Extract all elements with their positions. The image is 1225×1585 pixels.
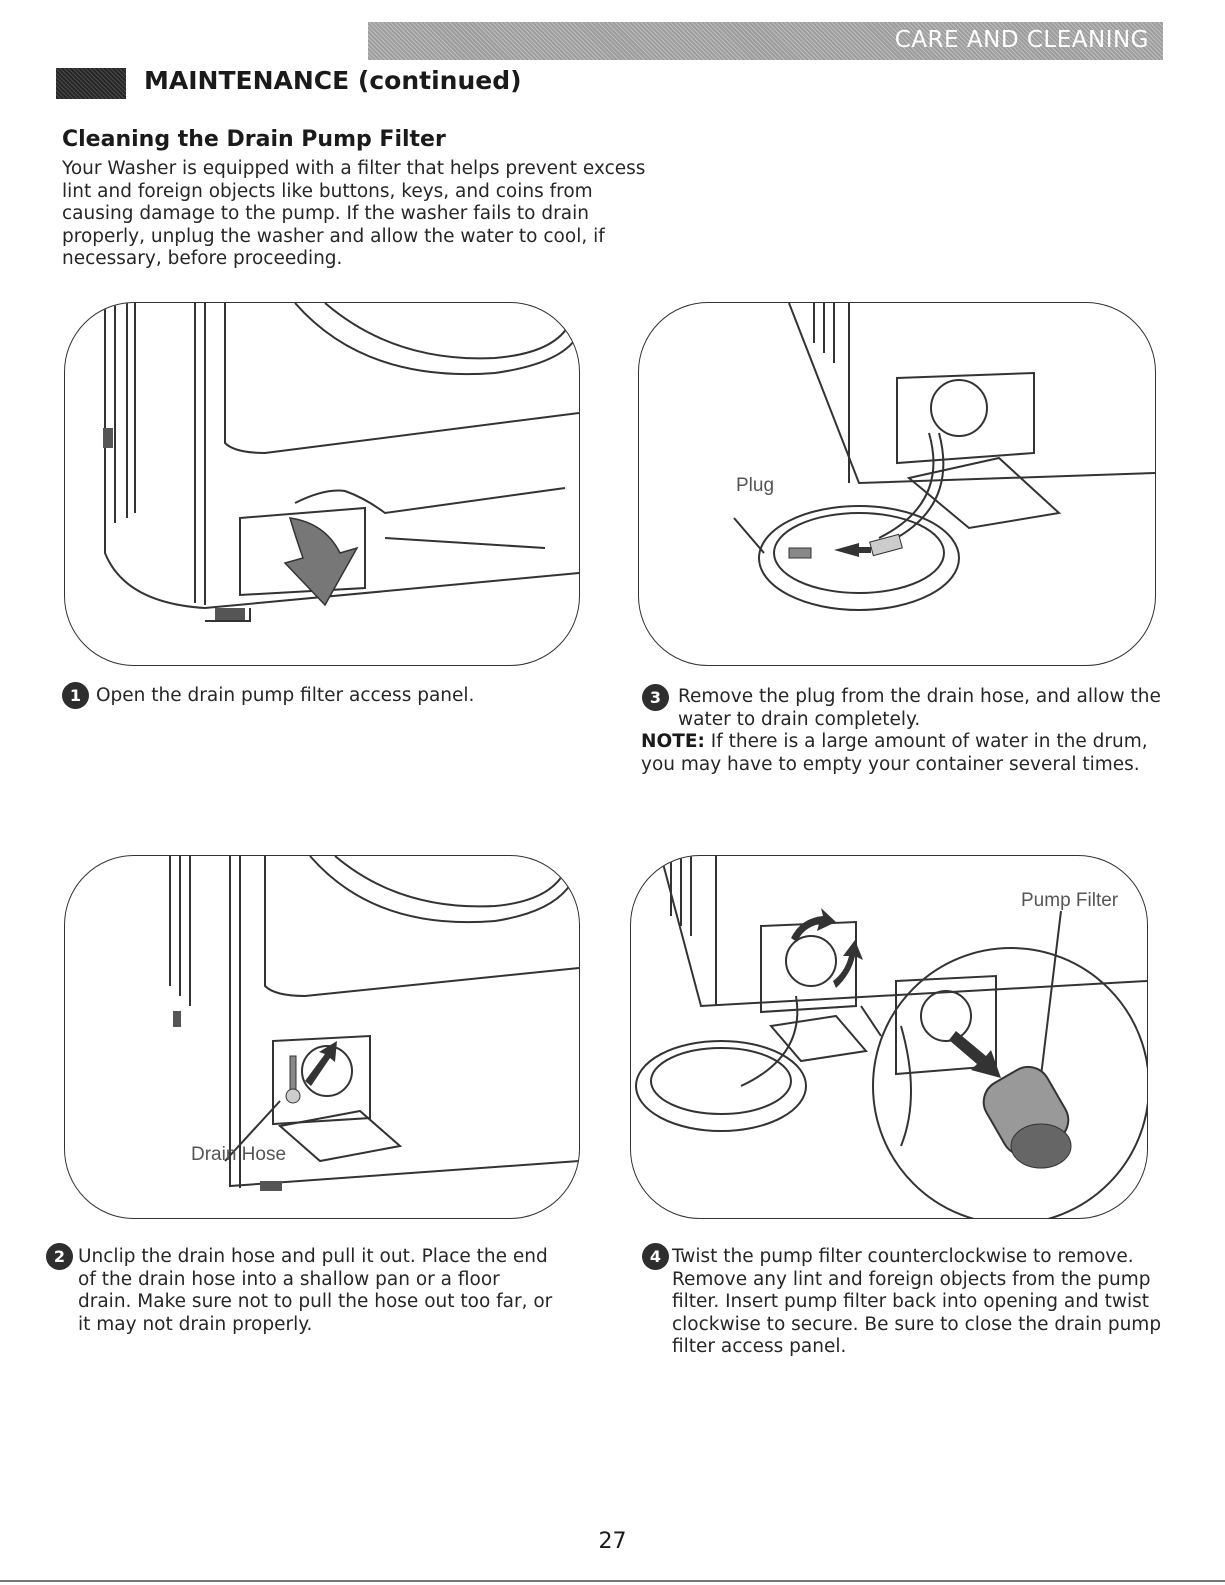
step-3-number: 3 [642, 684, 669, 711]
step-3-note: NOTE: If there is a large amount of water in the drum, [641, 731, 1148, 752]
step-4-number: 4 [642, 1243, 669, 1270]
washer-foot [215, 608, 245, 620]
header-banner [368, 22, 1163, 60]
illustration-step-2 [64, 855, 580, 1219]
illustration-step-4 [630, 855, 1148, 1219]
step-2-text: Unclip the drain hose and pull it out. Place the end of the drain hose into a shallow pan or a floor drain. Make sure not to pull the hose out too far, or it may not drain properly. [78, 1246, 553, 1335]
plug-label: Plug [736, 475, 775, 496]
step-3-text: Remove the plug from the drain hose, and allow the water to drain completely. NOTE: If there is a large amount of water in the drum, you may have to empty your container several times. [641, 686, 1186, 776]
bottom-divider [0, 1580, 1225, 1582]
illustration-step-1 [64, 302, 580, 666]
left-arrow-icon [834, 543, 871, 557]
drain-hose-label: Drain Hose [191, 1144, 287, 1165]
subsection-title: Cleaning the Drain Pump Filter [62, 127, 446, 152]
pump-filter-label: Pump Filter [1021, 890, 1119, 911]
step-1-text: Open the drain pump filter access panel. [96, 685, 475, 706]
section-marker-block [56, 68, 126, 99]
drain-hose-illustration [65, 856, 579, 1218]
section-title: MAINTENANCE (continued) [144, 66, 522, 95]
diagonal-arrow-icon [949, 1031, 1001, 1078]
washer-open-panel-illustration [65, 303, 579, 665]
step-1-number: 1 [62, 682, 89, 709]
step-4-text: Twist the pump filter counterclockwise to remove. Remove any lint and foreign objects from the pump filter. Insert pump filter back into opening and twist clockwise to secure. Be sure to close the drain pump filter access panel. [672, 1246, 1162, 1357]
page-number: 27 [598, 1529, 627, 1554]
step-2-number: 2 [46, 1243, 73, 1270]
drain-plug-illustration [639, 303, 1155, 665]
intro-paragraph: Your Washer is equipped with a filter that helps prevent excess lint and foreign objects like buttons, keys, and coins from causing damage to the pump. If the washer fails to drain properly, unplug the washer and allow the water to cool, if necessary, before proceeding. [62, 158, 646, 269]
banner-title: CARE AND CLEANING [894, 27, 1149, 53]
clockwise-arrow-icon [833, 940, 863, 988]
illustration-step-3 [638, 302, 1156, 666]
